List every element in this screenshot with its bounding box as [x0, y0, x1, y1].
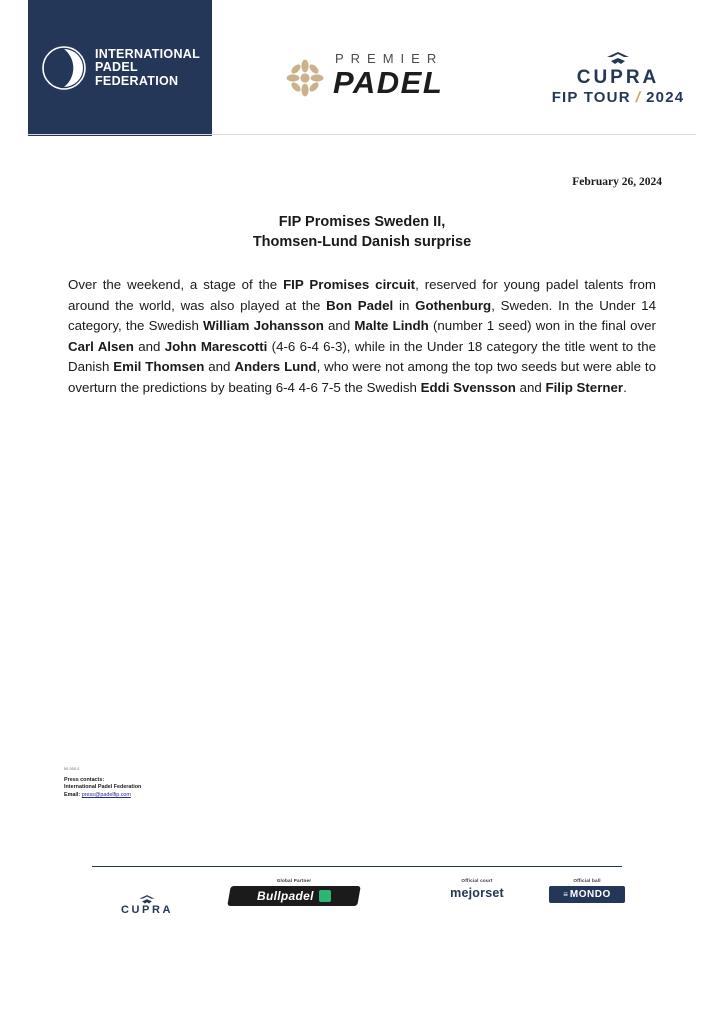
cupra-wordmark: CUPRA — [576, 67, 660, 88]
email-link[interactable]: press@padelfip.com — [81, 791, 131, 798]
body-text-run: and — [323, 318, 355, 333]
body-emphasis: Malte Lindh — [354, 318, 429, 333]
press-contacts — [64, 766, 141, 799]
header-divider — [28, 134, 696, 135]
sponsor-label-official-ball: Official ball — [573, 878, 601, 883]
body-text-run: and — [204, 359, 235, 374]
email-label: Email: — [64, 791, 82, 798]
body-emphasis: Gothenburg — [415, 297, 492, 313]
body-emphasis: Bon Padel — [326, 297, 394, 313]
body-emphasis: Filip Sterner — [545, 379, 624, 395]
bullpadel-logo — [227, 886, 361, 906]
body-emphasis: Eddi Svensson — [420, 379, 516, 395]
sponsor-cupra-name: CUPRA — [120, 904, 174, 916]
body-text-run: , reserved for young padel talents from around the world, was also played at the — [68, 277, 657, 313]
body-text-run: , Sweden. In the Under 14 category, the Swedish — [68, 297, 656, 333]
premier-flower-icon — [283, 56, 327, 100]
sponsor-mejorset — [422, 878, 532, 900]
body-emphasis: William Johansson — [203, 318, 324, 333]
document-code: 00.000.0 — [64, 767, 80, 771]
cupra-logo-icon — [605, 52, 631, 66]
premier-padel-brand: PADEL — [333, 65, 444, 100]
body-text-run: and — [515, 379, 546, 395]
body-text-run: in — [393, 297, 416, 313]
press-contacts-heading: Press contacts: — [64, 776, 105, 783]
sponsor-bullpadel-name: Bullpadel — [257, 889, 314, 903]
press-contacts-email-row — [64, 792, 141, 800]
mondo-logo — [549, 886, 625, 903]
body-text-run: (4-6 6-4 6-3), while in the Under 18 category the title went to the Danish — [68, 338, 656, 374]
body-emphasis: John Marescotti — [164, 338, 268, 354]
sponsor-cupra — [92, 892, 202, 916]
fip-tour-label: FIP TOUR — [551, 89, 631, 106]
padel-ball-racket-icon — [42, 46, 86, 90]
sponsor-mejorset-word-2: set — [485, 886, 504, 900]
cupra-fip-tour-logo — [548, 52, 688, 114]
premier-padel-logo — [283, 46, 483, 108]
footer-divider — [92, 866, 622, 867]
page-title — [0, 212, 724, 252]
sponsor-mondo — [532, 878, 642, 903]
mondo-mark-icon: ≡ — [563, 890, 567, 899]
sponsor-mejorset-word-1: mejor — [450, 886, 486, 900]
cupra-footer-logo-icon — [138, 892, 156, 902]
body-emphasis: Emil Thomsen — [113, 359, 205, 374]
title-line-2: Thomsen-Lund Danish surprise — [252, 234, 472, 250]
ipf-wordmark — [95, 48, 200, 89]
body-emphasis: FIP Promises circuit — [283, 277, 416, 292]
body-text-run: Over the weekend, a stage of the — [68, 277, 284, 292]
document-header — [0, 0, 724, 136]
bullpadel-mark-icon — [319, 890, 331, 902]
body-text-run: . — [623, 379, 627, 395]
fip-tour-separator: / — [633, 89, 643, 106]
fip-tour-row — [548, 89, 688, 106]
body-emphasis: Anders Lund — [234, 359, 317, 374]
sponsor-mondo-name: MONDO — [569, 889, 611, 900]
article-paragraph — [68, 275, 656, 398]
ipf-line-1: INTERNATIONAL — [95, 46, 201, 61]
document-date: February 26, 2024 — [572, 176, 662, 188]
mejorset-logo — [422, 886, 532, 900]
fip-tour-year: 2024 — [646, 89, 685, 106]
article-body — [68, 275, 656, 398]
ipf-line-2: PADEL — [95, 60, 138, 75]
ipf-line-3: FEDERATION — [95, 73, 179, 88]
sponsor-label-official-court: Official court — [461, 878, 493, 883]
sponsor-label-global-partner: Global Partner — [276, 878, 312, 883]
ipf-logo — [42, 46, 200, 90]
body-emphasis: Carl Alsen — [68, 338, 134, 354]
title-line-1: FIP Promises Sweden II, — [278, 214, 446, 230]
sponsor-bullpadel — [210, 878, 378, 906]
press-contacts-org: International Padel Federation — [64, 784, 142, 791]
body-text-run: , who were not among the top two seeds but were able to overturn the predictions by beating 6-4 4-6 7-5 the Swedish — [68, 359, 657, 395]
body-text-run: and — [133, 338, 165, 354]
premier-word: PREMIER — [335, 51, 444, 66]
ipf-logo-block — [28, 0, 212, 136]
body-text-run: (number 1 seed) won in the final over — [428, 318, 656, 333]
sponsor-footer — [92, 872, 622, 932]
